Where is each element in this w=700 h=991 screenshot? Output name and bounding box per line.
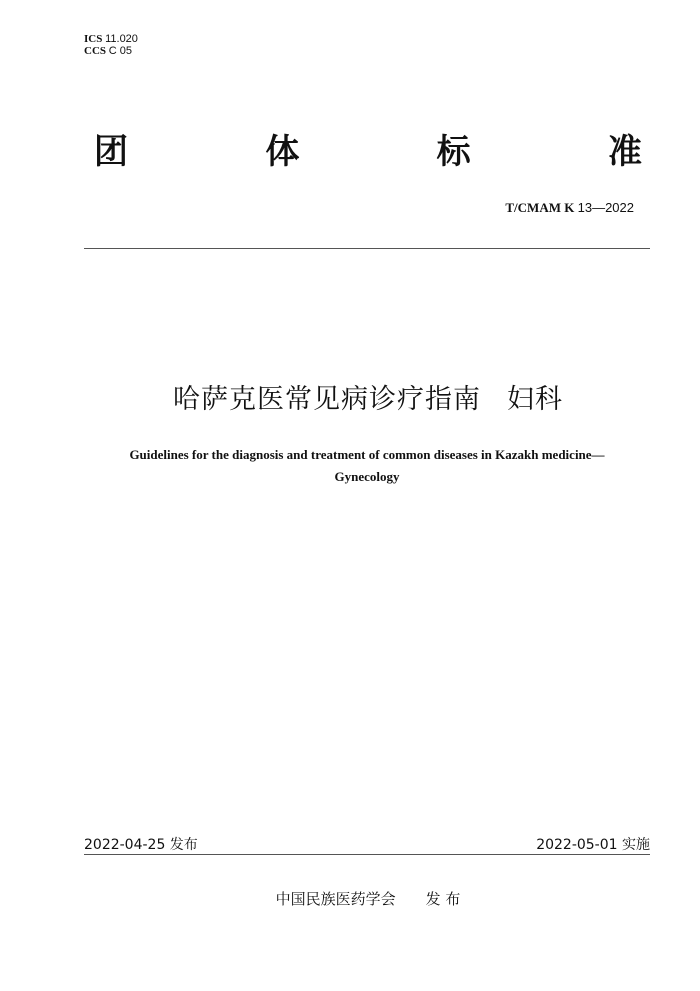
chinese-title-sub: 妇科: [507, 384, 563, 415]
chinese-title: [0, 382, 700, 418]
publisher: [0, 888, 700, 909]
classification-codes: [84, 33, 138, 57]
chinese-title-main: 哈萨克医常见病诊疗指南: [173, 384, 481, 415]
standard-type-title: [94, 132, 642, 172]
ics-code: 11.020: [105, 33, 138, 45]
english-title-line-2: Gynecology: [334, 469, 400, 484]
english-title-line-1: Guidelines for the diagnosis and treatment of common diseases in Kazakh medicine—: [129, 447, 605, 462]
issue-date: 2022-04-25 发布: [84, 837, 198, 853]
ccs-line: [84, 45, 138, 57]
standard-number: [505, 200, 634, 216]
title-char-2: 体: [265, 132, 300, 172]
title-char-1: 团: [94, 132, 128, 172]
publisher-name: 中国民族医药学会: [275, 890, 396, 908]
ics-label: ICS: [84, 33, 103, 45]
ics-line: [84, 33, 138, 45]
title-char-4: 准: [607, 132, 642, 172]
top-divider: [84, 248, 650, 249]
standard-prefix: T/CMAM K: [505, 200, 575, 215]
title-char-3: 标: [436, 132, 471, 172]
standard-number-value: 13—2022: [577, 200, 634, 215]
implementation-date: 2022-05-01 实施: [536, 837, 650, 853]
ccs-code: C 05: [108, 45, 133, 57]
english-title: [70, 444, 664, 488]
publisher-action: 发 布: [425, 890, 461, 908]
ccs-label: CCS: [84, 45, 107, 57]
bottom-divider: [84, 854, 650, 855]
